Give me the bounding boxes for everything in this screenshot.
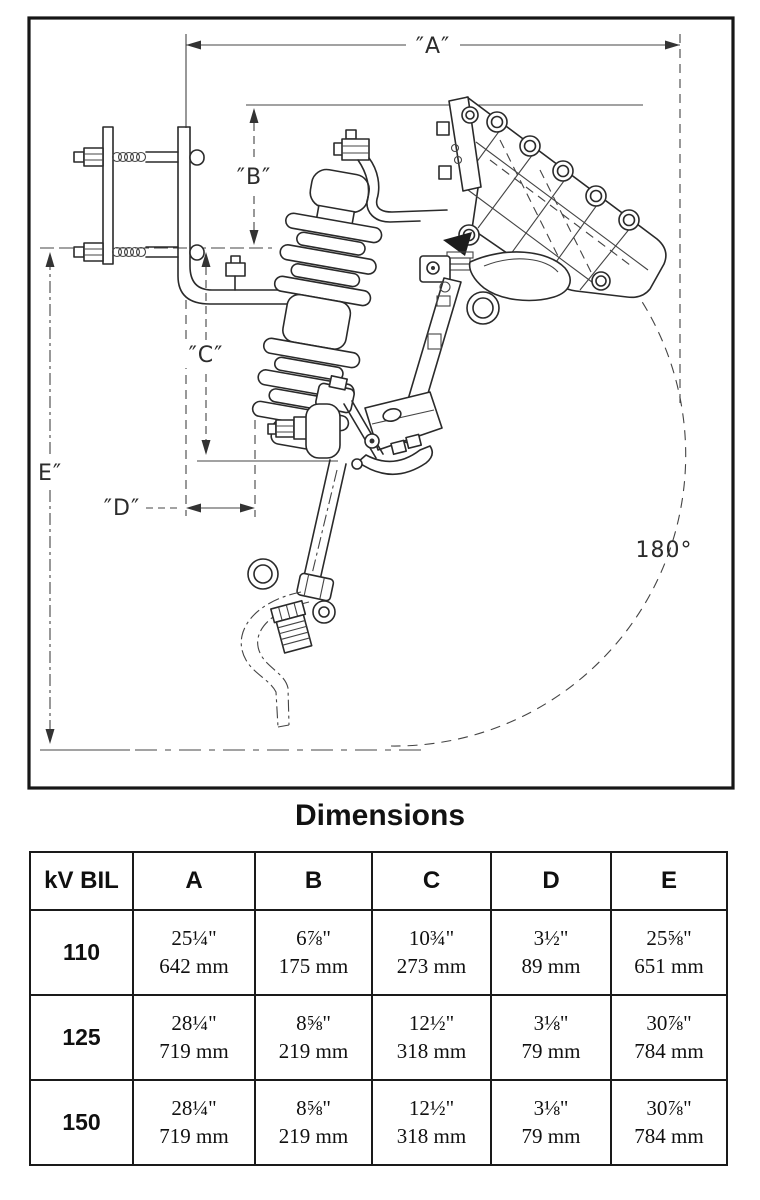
table-cell: 25¼" 642 mm	[133, 910, 255, 995]
table-cell: 10¾" 273 mm	[372, 910, 491, 995]
col-header-c: C	[372, 852, 491, 910]
kv-bil-value: 125	[30, 995, 133, 1080]
table-cell: 8⅝" 219 mm	[255, 1080, 372, 1165]
swing-angle-label: 180°	[635, 538, 693, 563]
col-header-e: E	[611, 852, 727, 910]
col-header-a: A	[133, 852, 255, 910]
table-row-110	[30, 910, 727, 995]
table-cell: 8⅝" 219 mm	[255, 995, 372, 1080]
dimension-label-a: ″A″	[415, 34, 451, 59]
table-cell: 3⅛" 79 mm	[491, 1080, 611, 1165]
col-header-d: D	[491, 852, 611, 910]
dimension-label-c: ″C″	[188, 343, 224, 368]
table-cell: 3½" 89 mm	[491, 910, 611, 995]
drawing-frame	[29, 18, 733, 788]
table-cell: 25⅝" 651 mm	[611, 910, 727, 995]
table-header-row	[30, 852, 727, 910]
table-cell: 30⅞" 784 mm	[611, 995, 727, 1080]
table-cell: 12½" 318 mm	[372, 995, 491, 1080]
dimensions-table	[29, 851, 728, 1166]
dimension-label-e: E″	[37, 461, 63, 486]
table-row-150	[30, 1080, 727, 1165]
table-cell: 3⅛" 79 mm	[491, 995, 611, 1080]
kv-bil-value: 110	[30, 910, 133, 995]
dimension-label-d: ″D″	[103, 496, 141, 521]
col-header-kvbil: kV BIL	[30, 852, 133, 910]
table-row-125	[30, 995, 727, 1080]
table-cell: 28¼" 719 mm	[133, 995, 255, 1080]
table-cell: 30⅞" 784 mm	[611, 1080, 727, 1165]
table-cell: 12½" 318 mm	[372, 1080, 491, 1165]
table-cell: 28¼" 719 mm	[133, 1080, 255, 1165]
dimension-label-b: ″B″	[236, 165, 272, 190]
kv-bil-value: 150	[30, 1080, 133, 1165]
section-title: Dimensions	[294, 799, 466, 832]
table-cell: 6⅞" 175 mm	[255, 910, 372, 995]
pull-ring	[467, 292, 499, 324]
col-header-b: B	[255, 852, 372, 910]
